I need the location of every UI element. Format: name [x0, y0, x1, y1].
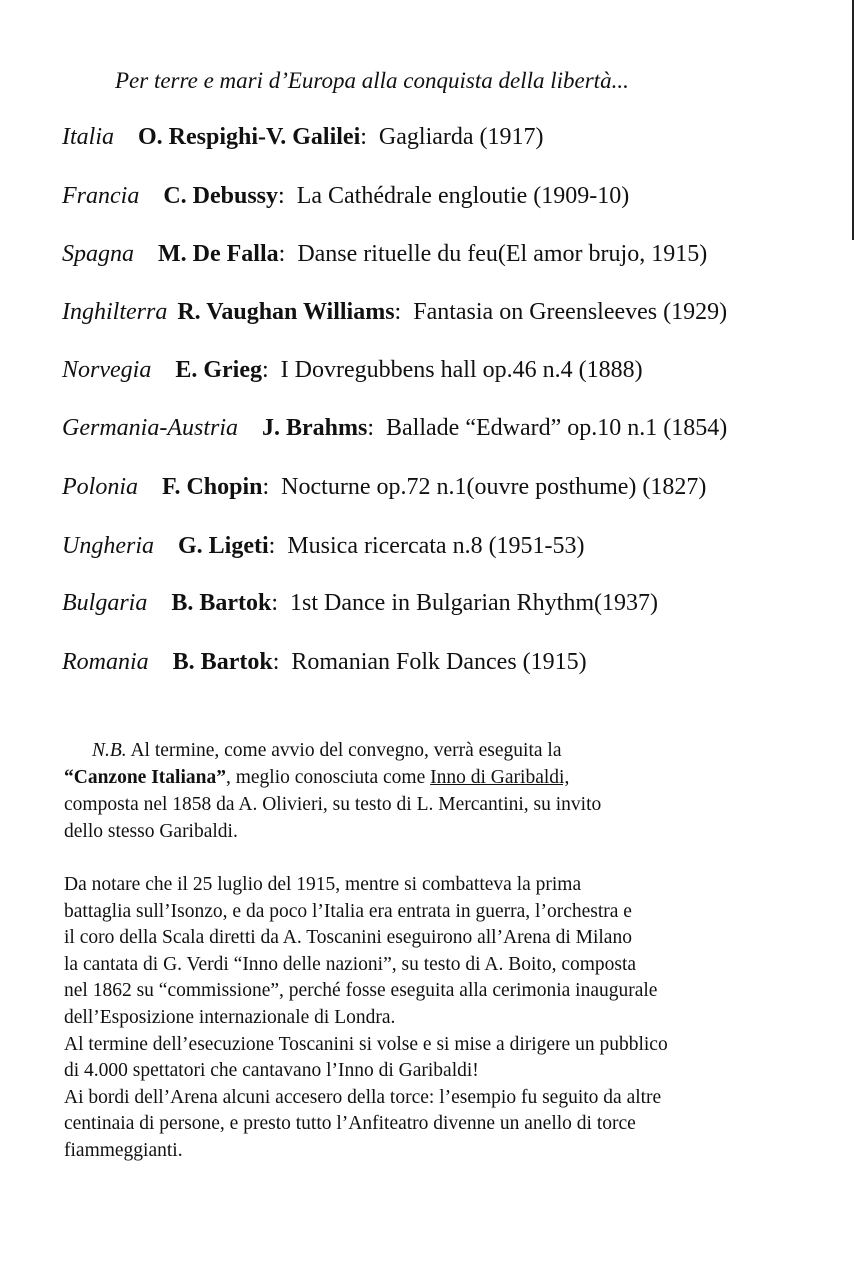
story-line: dell’Esposizione internazionale di Londra.: [64, 1007, 396, 1028]
program-row: [62, 415, 727, 442]
colon: :: [278, 183, 297, 209]
program-row: [62, 299, 727, 326]
colon: :: [278, 241, 298, 267]
work-title: 1st Dance in Bulgarian Rhythm(1937): [290, 590, 658, 616]
nb-line-4: dello stesso Garibaldi.: [64, 821, 238, 842]
story-line: di 4.000 spettatori che cantavano l’Inno di Garibaldi!: [64, 1060, 479, 1082]
story-line: Ai bordi dell’Arena alcuni accesero della torce: l’esempio fu seguito da altre: [64, 1086, 662, 1108]
story-line: fiammeggianti.: [64, 1140, 183, 1161]
program-row: [62, 649, 587, 676]
nb-text-1: Al termine, come avvio del convegno, verrà eseguita la: [126, 740, 562, 761]
composer-name: F. Chopin: [162, 474, 263, 500]
work-title: Gagliarda (1917): [378, 124, 544, 150]
story-line: Da notare che il 25 luglio del 1915, mentre si combatteva la prima: [64, 874, 582, 895]
program-row: [62, 124, 544, 151]
colon: :: [268, 533, 288, 559]
colon: :: [360, 124, 379, 150]
country-label: Germania-Austria: [62, 415, 238, 441]
composer-name: B. Bartok: [172, 649, 273, 675]
story-line: battaglia sull’Isonzo, e da poco l’Italia era entrata in guerra, l’orchestra e: [64, 900, 632, 922]
program-row: [62, 474, 706, 501]
work-title: I Dovregubbens hall op.46 n.4 (1888): [280, 357, 643, 383]
composer-name: E. Grieg: [175, 357, 262, 383]
composer-name: J. Brahms: [262, 415, 368, 441]
country-label: Italia: [62, 124, 114, 150]
composer-name: R. Vaughan Williams: [177, 299, 395, 325]
work-title: Ballade “Edward” op.10 n.1 (1854): [386, 415, 728, 441]
colon: :: [262, 474, 282, 500]
colon: :: [272, 649, 292, 675]
inno-garibaldi-link: Inno di Garibaldi,: [430, 767, 570, 788]
composer-name: G. Ligeti: [178, 533, 269, 559]
story-line: nel 1862 su “commissione”, perché fosse eseguita alla cerimonia inaugurale: [64, 980, 658, 1002]
nb-text-2: , meglio conosciuta come: [225, 767, 431, 788]
colon: :: [271, 590, 291, 616]
story-line: centinaia di persone, e presto tutto l’Anfiteatro divenne un anello di torce: [64, 1113, 636, 1135]
colon: :: [394, 299, 414, 325]
work-title: Musica ricercata n.8 (1951-53): [287, 533, 585, 559]
story-line: la cantata di G. Verdi “Inno delle nazioni”, su testo di A. Boito, composta: [64, 953, 637, 975]
colon: :: [367, 415, 387, 441]
nb-line-3: composta nel 1858 da A. Olivieri, su testo di L. Mercantini, su invito: [64, 794, 602, 815]
composer-name: B. Bartok: [171, 590, 272, 616]
nb-line-2: [64, 765, 569, 792]
country-label: Francia: [62, 183, 140, 209]
country-label: Polonia: [62, 474, 138, 500]
work-title: La Cathédrale engloutie (1909-10): [296, 183, 630, 209]
page-edge-line: [852, 0, 854, 240]
story-line: il coro della Scala diretti da A. Toscanini eseguirono all’Arena di Milano: [64, 927, 632, 949]
program-row: [62, 241, 707, 268]
work-title: Danse rituelle du feu(El amor brujo, 1915): [297, 241, 708, 267]
country-label: Ungheria: [62, 533, 154, 559]
composer-name: O. Respighi-V. Galilei: [138, 124, 361, 150]
nb-label: N.B.: [92, 740, 127, 761]
page-title: Per terre e mari d’Europa alla conquista della libertà...: [115, 68, 629, 93]
work-title: Nocturne op.72 n.1(ouvre posthume) (1827): [281, 474, 707, 500]
country-label: Spagna: [62, 241, 134, 267]
story-line: Al termine dell’esecuzione Toscanini si volse e si mise a dirigere un pubblico: [64, 1033, 668, 1055]
work-title: Fantasia on Greensleeves (1929): [413, 299, 728, 325]
program-row: [62, 590, 658, 617]
program-row: [62, 357, 643, 384]
country-label: Norvegia: [62, 357, 152, 383]
nb-line-1: [64, 738, 561, 765]
composer-name: C. Debussy: [163, 183, 279, 209]
country-label: Inghilterra: [62, 299, 168, 325]
country-label: Bulgaria: [62, 590, 148, 616]
colon: :: [261, 357, 281, 383]
program-row: [62, 533, 585, 560]
song-title: “Canzone Italiana”: [64, 767, 226, 788]
country-label: Romania: [62, 649, 149, 675]
composer-name: M. De Falla: [158, 241, 279, 267]
program-row: [62, 183, 629, 210]
work-title: Romanian Folk Dances (1915): [291, 649, 587, 675]
